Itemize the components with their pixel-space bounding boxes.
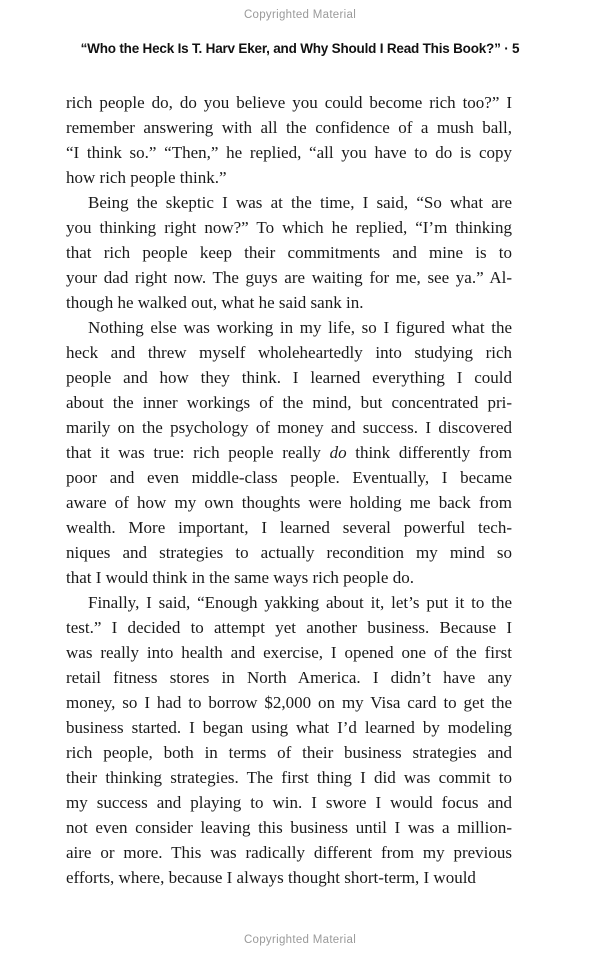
paragraph bbox=[66, 590, 512, 890]
text-segment: aware of how my own thoughts were holding me back from bbox=[66, 493, 512, 512]
text-segment: that I would think in the same ways rich people do. bbox=[66, 568, 414, 587]
text-segment: efforts, where, because I always thought short-term, I would bbox=[66, 868, 476, 887]
text-segment: Nothing else was working in my life, so I figured what the bbox=[88, 318, 512, 337]
text-line bbox=[66, 365, 512, 390]
text-segment: niques and strategies to actually recondition my mind so bbox=[66, 543, 512, 562]
text-line bbox=[66, 240, 512, 265]
text-line bbox=[66, 765, 512, 790]
italic-text: do bbox=[329, 443, 347, 462]
text-line bbox=[66, 465, 512, 490]
text-segment: about the inner workings of the mind, but concentrated pri- bbox=[66, 393, 512, 412]
text-line bbox=[66, 515, 512, 540]
text-segment: people and how they think. I learned everything I could bbox=[66, 368, 512, 387]
text-segment: retail fitness stores in North America. I didn’t have any bbox=[66, 668, 512, 687]
text-line bbox=[66, 665, 512, 690]
text-segment: though he walked out, what he said sank in. bbox=[66, 293, 364, 312]
text-line bbox=[66, 115, 512, 140]
text-segment: marily on the psychology of money and success. I discovered bbox=[66, 418, 512, 437]
text-line bbox=[66, 740, 512, 765]
text-line bbox=[66, 840, 512, 865]
text-segment: that rich people keep their commitments and mine is to bbox=[66, 243, 512, 262]
text-line bbox=[66, 215, 512, 240]
text-line bbox=[66, 690, 512, 715]
text-segment: business started. I began using what I’d learned by modeling bbox=[66, 718, 512, 737]
text-line bbox=[66, 415, 512, 440]
text-line bbox=[66, 165, 512, 190]
text-line bbox=[66, 615, 512, 640]
text-segment: not even consider leaving this business until I was a million- bbox=[66, 818, 512, 837]
text-line bbox=[66, 390, 512, 415]
text-segment: Finally, I said, “Enough yakking about it, let’s put it to the bbox=[88, 593, 512, 612]
text-line bbox=[66, 340, 512, 365]
text-line bbox=[66, 640, 512, 665]
text-segment: test.” I decided to attempt yet another business. Because I bbox=[66, 618, 512, 637]
text-line bbox=[66, 590, 512, 615]
text-line bbox=[66, 190, 512, 215]
text-segment: that it was true: rich people really bbox=[66, 443, 330, 462]
running-header: “Who the Heck Is T. Harv Eker, and Why Should I Read This Book?” · 5 bbox=[80, 41, 520, 56]
text-segment: rich people do, do you believe you could become rich too?” I bbox=[66, 93, 512, 112]
text-segment: “I think so.” “Then,” he replied, “all you have to do is copy bbox=[66, 143, 512, 162]
text-segment: their thinking strategies. The first thing I did was commit to bbox=[66, 768, 512, 787]
text-segment: heck and threw myself wholeheartedly into studying rich bbox=[66, 343, 512, 362]
text-line bbox=[66, 815, 512, 840]
body-text bbox=[66, 90, 512, 890]
paragraph bbox=[66, 315, 512, 590]
text-segment: how rich people think.” bbox=[66, 168, 227, 187]
text-segment: poor and even middle-class people. Eventually, I became bbox=[66, 468, 512, 487]
text-segment: remember answering with all the confidence of a mush ball, bbox=[66, 118, 512, 137]
text-segment: wealth. More important, I learned several powerful tech- bbox=[66, 518, 512, 537]
text-line bbox=[66, 90, 512, 115]
text-line bbox=[66, 440, 512, 465]
text-line bbox=[66, 140, 512, 165]
text-line bbox=[66, 540, 512, 565]
copyright-notice-bottom: Copyrighted Material bbox=[243, 934, 357, 946]
text-line bbox=[66, 265, 512, 290]
text-segment: rich people, both in terms of their business strategies and bbox=[66, 743, 512, 762]
text-line bbox=[66, 565, 512, 590]
text-line bbox=[66, 290, 512, 315]
text-segment: money, so I had to borrow $2,000 on my Visa card to get the bbox=[66, 693, 512, 712]
text-line bbox=[66, 315, 512, 340]
text-line bbox=[66, 790, 512, 815]
text-segment: Being the skeptic I was at the time, I said, “So what are bbox=[88, 193, 512, 212]
text-segment: your dad right now. The guys are waiting for me, see ya.” Al- bbox=[66, 268, 512, 287]
text-segment: think differently from bbox=[346, 443, 512, 462]
text-line bbox=[66, 715, 512, 740]
text-segment: you thinking right now?” To which he replied, “I’m thinking bbox=[66, 218, 512, 237]
paragraph bbox=[66, 90, 512, 190]
text-line bbox=[66, 490, 512, 515]
paragraph bbox=[66, 190, 512, 315]
text-segment: my success and playing to win. I swore I would focus and bbox=[66, 793, 512, 812]
text-segment: aire or more. This was radically different from my previous bbox=[66, 843, 512, 862]
copyright-notice-top: Copyrighted Material bbox=[243, 9, 357, 21]
text-line bbox=[66, 865, 512, 890]
text-segment: was really into health and exercise, I opened one of the first bbox=[66, 643, 512, 662]
